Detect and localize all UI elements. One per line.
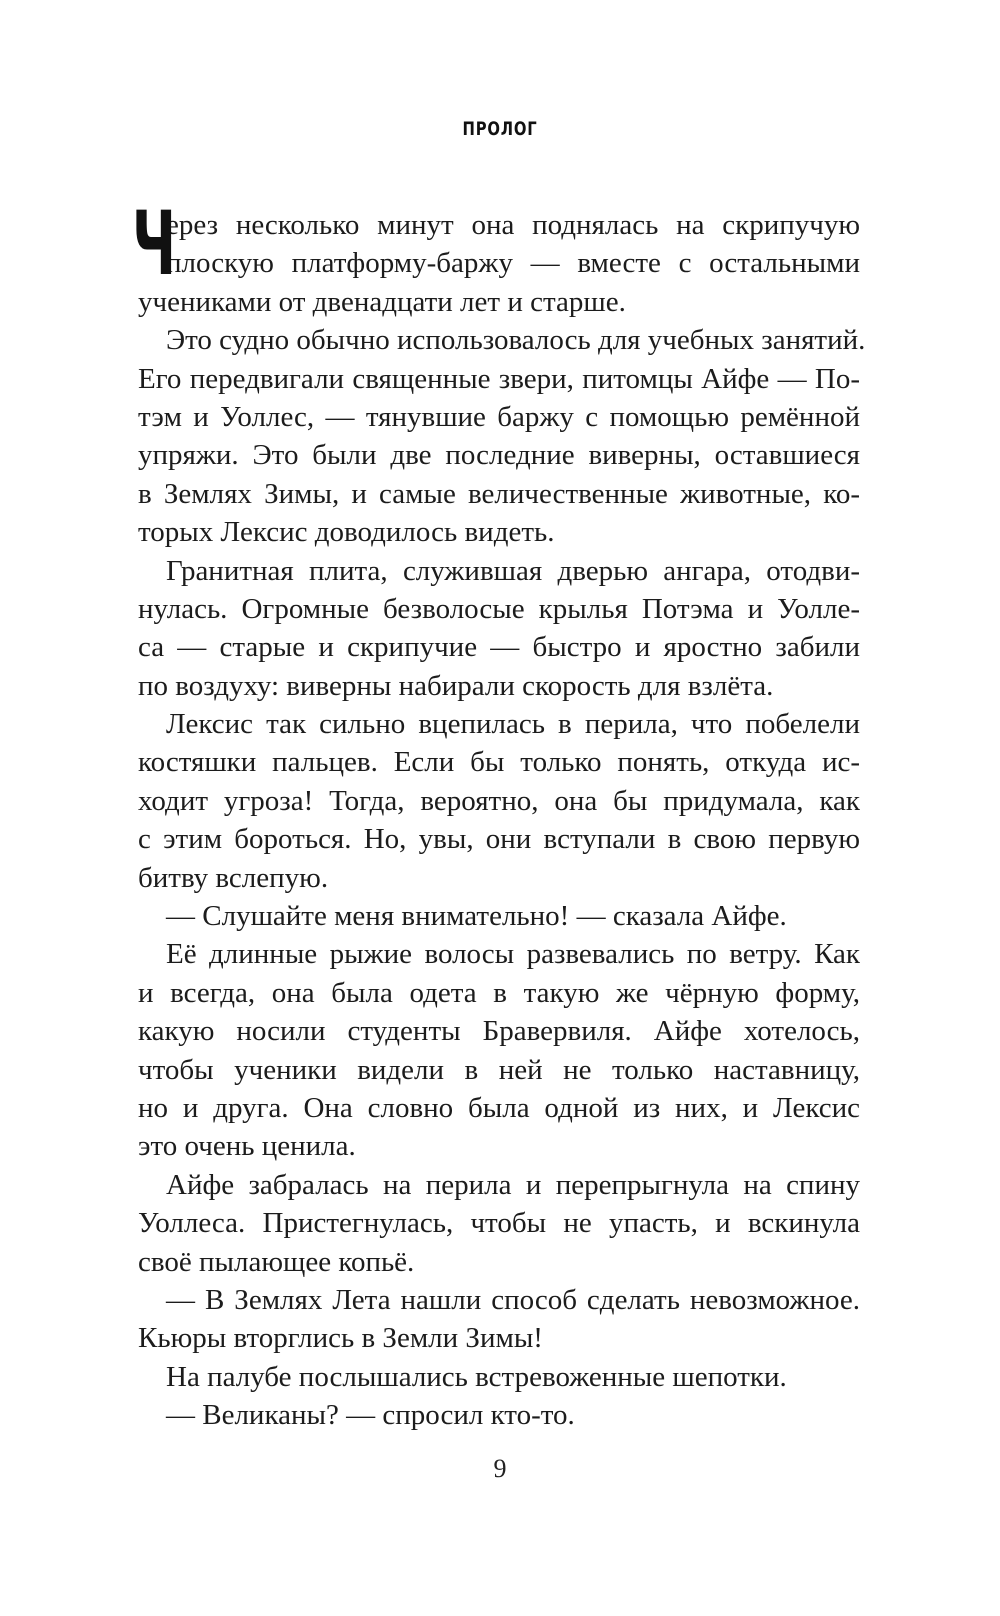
text-line: Кьюры вторглись в Земли Зимы! [138, 1322, 543, 1355]
text-line: — В Землях Лета нашли способ сделать невозможное. [166, 1283, 860, 1316]
text-line: На палубе послышались встревоженные шепотки. [166, 1360, 787, 1393]
text-line: своё пылающее копьё. [138, 1245, 415, 1278]
text-line: Её длинные рыжие волосы развевались по ветру. Как [166, 938, 860, 971]
text-line: — Великаны? — спросил кто-то. [166, 1399, 575, 1432]
text-line: — Слушайте меня внимательно! — сказала Айфе. [166, 900, 787, 933]
drop-cap: Ч [132, 192, 177, 295]
text-line: и всегда, она была одета в такую же чёрную форму, [138, 976, 860, 1009]
text-line: битву вслепую. [138, 861, 329, 894]
running-head: ПРОЛОГ [462, 118, 538, 140]
body-text [132, 192, 866, 1435]
text-line: но и друга. Она словно была одной из них, и Лексис [138, 1091, 860, 1124]
text-line: это очень ценила. [138, 1130, 356, 1163]
text-line: нулась. Огромные безволосые крылья Потэма и Уолле- [138, 592, 860, 625]
text-line: ходит угроза! Тогда, вероятно, она бы придумала, как [138, 784, 860, 817]
text-line: Лексис так сильно вцепилась в перила, что побелели [166, 708, 860, 741]
text-line: Уоллеса. Пристегнулась, чтобы не упасть, и вскинула [138, 1207, 860, 1240]
text-line: ерез несколько минут она поднялась на скрипучую [166, 209, 860, 241]
text-line: по воздуху: виверны набирали скорость для взлёта. [138, 669, 774, 702]
text-line: костяшки пальцев. Если бы только понять, откуда ис- [138, 746, 860, 779]
text-line: Айфе забралась на перила и перепрыгнула на спину [166, 1168, 860, 1201]
text-line: с этим бороться. Но, увы, они вступали в свою первую [138, 823, 860, 856]
text-line: какую носили студенты Бравервиля. Айфе хотелось, [138, 1015, 860, 1048]
text-line: плоскую платформу-баржу — вместе с остальными [166, 247, 860, 280]
text-line: са — старые и скрипучие — быстро и яростно забили [138, 631, 860, 664]
text-line: Гранитная плита, служившая дверью ангара, отодви- [166, 554, 860, 587]
text-line: Это судно обычно использовалось для учебных занятий. [166, 324, 866, 357]
text-line: тэм и Уоллес, — тянувшие баржу с помощью ремённой [138, 400, 860, 433]
text-line: в Землях Зимы, и самые величественные животные, ко- [138, 477, 860, 510]
page-number: 9 [493, 1454, 507, 1483]
text-line: торых Лексис доводилось видеть. [138, 516, 555, 549]
text-line: учениками от двенадцати лет и старше. [138, 285, 626, 318]
text-line: Его передвигали священные звери, питомцы Айфе — По- [138, 362, 860, 395]
text-line: чтобы ученики видели в ней не только наставницу, [138, 1053, 860, 1086]
text-line: упряжи. Это были две последние виверны, оставшиеся [138, 439, 860, 472]
